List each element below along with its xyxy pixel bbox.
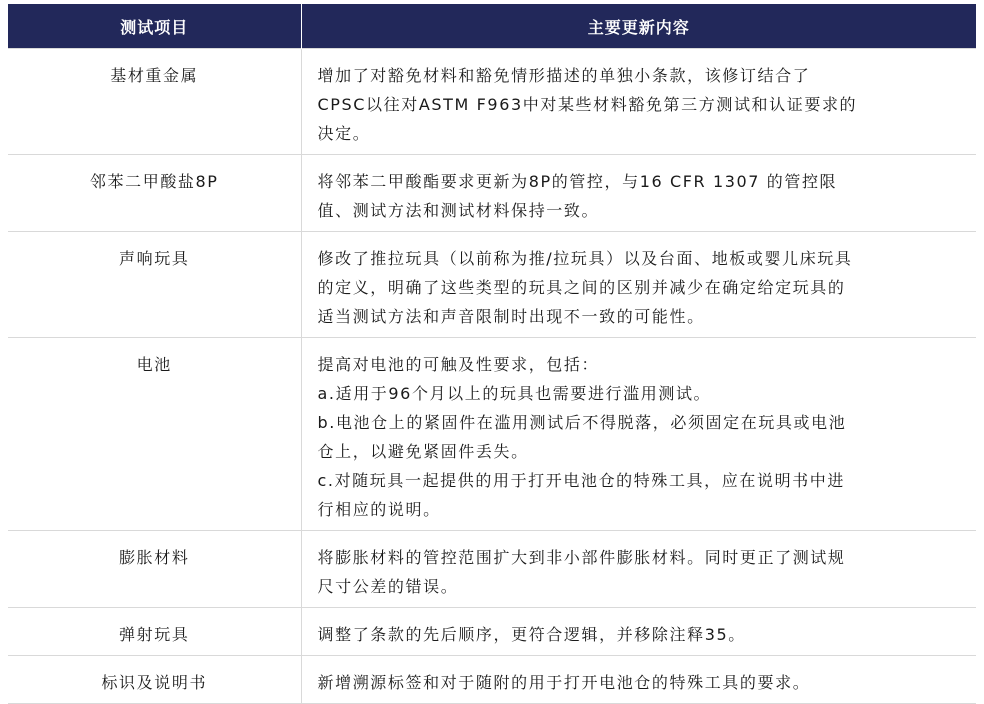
content-line: 的定义，明确了这些类型的玩具之间的区别并减少在确定给定玩具的	[317, 278, 846, 297]
content-line: 行相应的说明。	[317, 500, 441, 519]
update-table-container	[8, 4, 976, 704]
table-row	[8, 232, 976, 338]
row-content-cell	[301, 338, 976, 531]
table-row	[8, 608, 976, 656]
content-line: 将邻苯二甲酸酯要求更新为8P的管控，与16 CFR 1307 的管控限	[317, 172, 838, 191]
row-content-cell	[301, 232, 976, 338]
table-header-row	[8, 4, 976, 49]
header-main-updates: 主要更新内容	[301, 4, 976, 49]
row-item-cell: 弹射玩具	[8, 608, 301, 656]
content-line: CPSC以往对ASTM F963中对某些材料豁免第三方测试和认证要求的	[317, 95, 858, 114]
row-content-cell	[301, 656, 976, 704]
table-row	[8, 531, 976, 608]
content-line: 尺寸公差的错误。	[317, 577, 459, 596]
table-row	[8, 338, 976, 531]
content-line: b.电池仓上的紧固件在滥用测试后不得脱落，必须固定在玩具或电池	[317, 413, 847, 432]
row-item-cell: 电池	[8, 338, 301, 531]
content-line: 适当测试方法和声音限制时出现不一致的可能性。	[317, 307, 705, 326]
row-item-cell: 膨胀材料	[8, 531, 301, 608]
content-line: a.适用于96个月以上的玩具也需要进行滥用测试。	[317, 384, 712, 403]
row-content-cell	[301, 49, 976, 155]
content-line: 新增溯源标签和对于随附的用于打开电池仓的特殊工具的要求。	[317, 673, 811, 692]
content-line: c.对随玩具一起提供的用于打开电池仓的特殊工具，应在说明书中进	[317, 471, 845, 490]
content-line: 修改了推拉玩具（以前称为推/拉玩具）以及台面、地板或婴儿床玩具	[317, 249, 853, 268]
content-line: 仓上，以避免紧固件丢失。	[317, 442, 529, 461]
header-test-item: 测试项目	[8, 4, 301, 49]
table-row	[8, 656, 976, 704]
row-item-cell: 标识及说明书	[8, 656, 301, 704]
row-content-cell	[301, 155, 976, 232]
table-row	[8, 155, 976, 232]
table-row	[8, 49, 976, 155]
content-line: 提高对电池的可触及性要求，包括：	[317, 355, 600, 374]
row-content-cell	[301, 608, 976, 656]
content-line: 调整了条款的先后顺序，更符合逻辑，并移除注释35。	[317, 625, 746, 644]
content-line: 值、测试方法和测试材料保持一致。	[317, 201, 600, 220]
row-item-cell: 邻苯二甲酸盐8P	[8, 155, 301, 232]
content-line: 增加了对豁免材料和豁免情形描述的单独小条款，该修订结合了	[317, 66, 811, 85]
content-line: 将膨胀材料的管控范围扩大到非小部件膨胀材料。同时更正了测试规	[317, 548, 846, 567]
update-table	[8, 4, 976, 704]
row-content-cell	[301, 531, 976, 608]
content-line: 决定。	[317, 124, 371, 143]
row-item-cell: 声响玩具	[8, 232, 301, 338]
row-item-cell: 基材重金属	[8, 49, 301, 155]
